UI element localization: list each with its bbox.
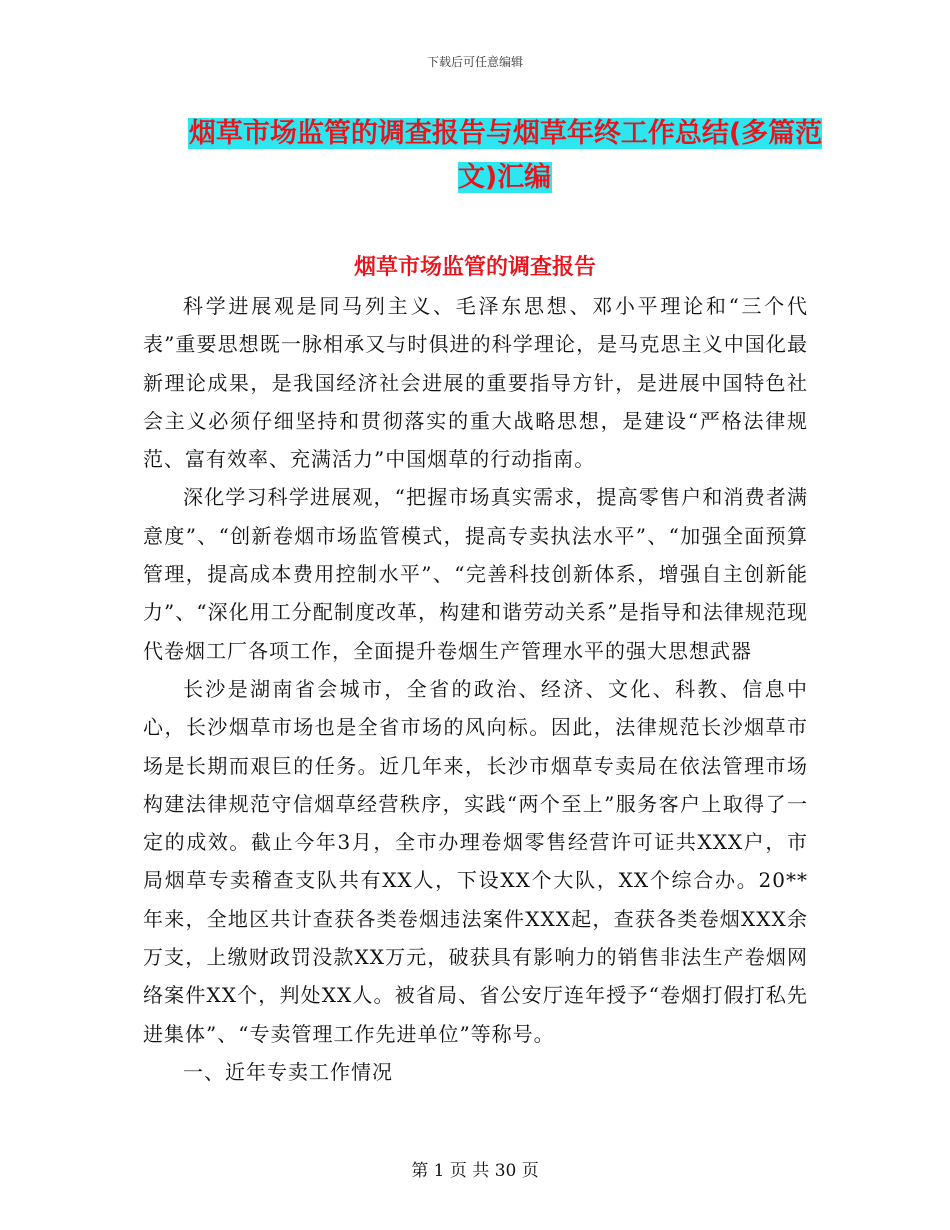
paragraph: 深化学习科学进展观，“把握市场真实需求，提高零售户和消费者满意度”、“创新卷烟市场监管模式，提高专卖执法水平”、“加强全面预算管理，提高成本费用控制水平”、“完善科技创新体系，增强自主创新能力”、“深化用工分配制度改革，构建和谐劳动关系”是指导和法律规范现代卷烟工厂各项工作，全面提升卷烟生产管理水平的强大思想武器 bbox=[143, 485, 808, 663]
paragraph: 科学进展观是同马列主义、毛泽东思想、邓小平理论和“三个代表”重要思想既一脉相承又与时俱进的科学理论，是马克思主义中国化最新理论成果，是我国经济社会进展的重要指导方针，是进展中国特色社会主义必须仔细坚持和贯彻落实的重大战略思想，是建设“严格法律规范、富有效率、充满活力”中国烟草的行动指南。 bbox=[143, 294, 808, 472]
document-title bbox=[185, 112, 825, 200]
section-title: 烟草市场监管的调查报告 bbox=[353, 255, 596, 280]
paragraph: 长沙是湖南省会城市，全省的政治、经济、文化、科教、信息中心，长沙烟草市场也是全省市场的风向标。因此，法律规范长沙烟草市场是长期而艰巨的任务。近几年来，长沙市烟草专卖局在依法管理市场构建法律规范守信烟草经营秩序，实践“两个至上”服务客户上取得了一定的成效。截止今年3月，全市办理卷烟零售经营许可证共XXX户，市局烟草专卖稽查支队共有XX人，下设XX个大队，XX个综合办。20**年来，全地区共计查获各类卷烟违法案件XXX起，查获各类卷烟XXX余万支，上缴财政罚没款XX万元，破获具有影响力的销售非法生产卷烟网络案件XX个，判处XX人。被省局、省公安厅连年授予“卷烟打假打私先进集体”、“专卖管理工作先进单位”等称号。 bbox=[143, 676, 808, 1046]
document-title-text: 烟草市场监管的调查报告与烟草年终工作总结(多篇范文)汇编 bbox=[188, 118, 823, 193]
body-text bbox=[143, 287, 808, 1091]
page-footer: 第 1 页 共 30 页 bbox=[411, 1161, 539, 1181]
paragraph-heading: 一、近年专卖工作情况 bbox=[183, 1059, 393, 1084]
page-header-note: 下载后可任意编辑 bbox=[426, 55, 523, 69]
